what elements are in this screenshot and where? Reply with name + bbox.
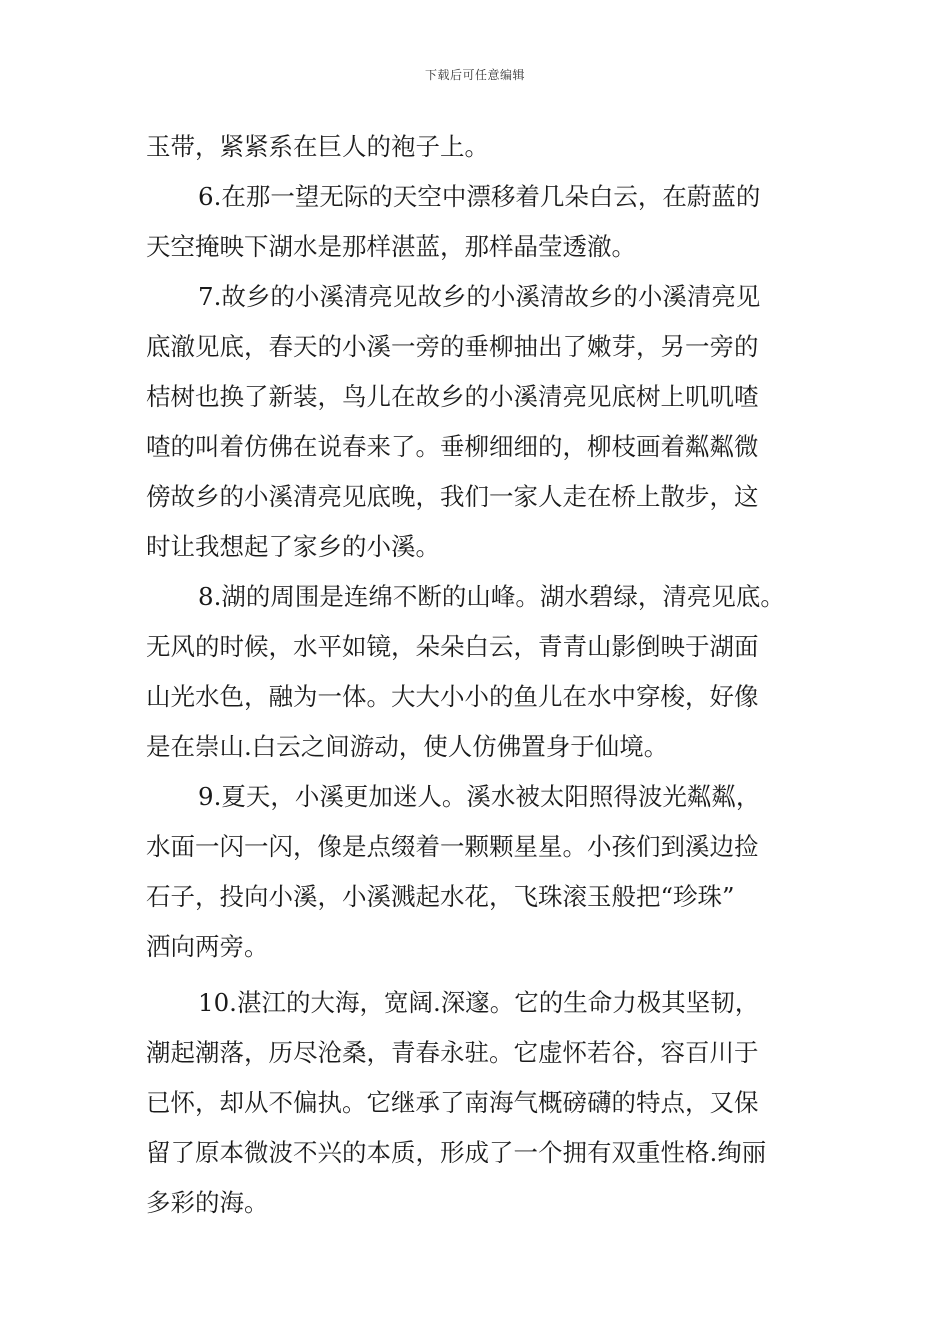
paragraph-line: 石子，投向小溪，小溪溅起水花，飞珠滚玉般把“珍珠” <box>146 882 735 911</box>
paragraph-line: 无风的时候，水平如镜，朵朵白云，青青山影倒映于湖面 <box>146 632 759 661</box>
paragraph-line: 傍故乡的小溪清亮见底晚，我们一家人走在桥上散步，这 <box>146 482 759 511</box>
paragraph-line: 玉带，紧紧系在巨人的袍子上。 <box>146 132 489 161</box>
paragraph-line: 8.湖的周围是连绵不断的山峰。湖水碧绿，清亮见底。 <box>198 582 785 611</box>
paragraph-8 <box>146 572 808 772</box>
document-body <box>146 122 808 1228</box>
paragraph-line: 桔树也换了新装，鸟儿在故乡的小溪清亮见底树上叽叽喳 <box>146 382 759 411</box>
paragraph-line: 6.在那一望无际的天空中漂移着几朵白云，在蔚蓝的 <box>198 182 761 211</box>
paragraph-line: 9.夏天，小溪更加迷人。溪水被太阳照得波光粼粼， <box>198 782 761 811</box>
paragraph-line: 喳的叫着仿佛在说春来了。垂柳细细的，柳枝画着粼粼微 <box>146 432 759 461</box>
paragraph-line: 7.故乡的小溪清亮见故乡的小溪清故乡的小溪清亮见 <box>198 282 761 311</box>
paragraph-continued <box>146 122 808 172</box>
paragraph-line: 10.湛江的大海，宽阔.深邃。它的生命力极其坚韧， <box>198 988 760 1017</box>
paragraph-9 <box>146 772 808 972</box>
paragraph-line: 多彩的海。 <box>146 1188 269 1217</box>
paragraph-line: 时让我想起了家乡的小溪。 <box>146 532 440 561</box>
paragraph-7 <box>146 272 808 572</box>
paragraph-line: 留了原本微波不兴的本质，形成了一个拥有双重性格.绚丽 <box>146 1138 767 1167</box>
paragraph-10 <box>146 978 808 1228</box>
page-header: 下载后可任意编辑 <box>424 68 525 82</box>
paragraph-line: 底澈见底，春天的小溪一旁的垂柳抽出了嫩芽，另一旁的 <box>146 332 759 361</box>
paragraph-line: 已怀，却从不偏执。它继承了南海气概磅礴的特点，又保 <box>146 1088 759 1117</box>
paragraph-6 <box>146 172 808 272</box>
paragraph-line: 天空掩映下湖水是那样湛蓝，那样晶莹透澈。 <box>146 232 636 261</box>
paragraph-line: 是在崇山.白云之间游动，使人仿佛置身于仙境。 <box>146 732 669 761</box>
paragraph-line: 水面一闪一闪，像是点缀着一颗颗星星。小孩们到溪边捡 <box>146 832 759 861</box>
paragraph-line: 潮起潮落，历尽沧桑，青春永驻。它虚怀若谷，容百川于 <box>146 1038 759 1067</box>
paragraph-line: 洒向两旁。 <box>146 932 269 961</box>
paragraph-line: 山光水色，融为一体。大大小小的鱼儿在水中穿梭，好像 <box>146 682 759 711</box>
